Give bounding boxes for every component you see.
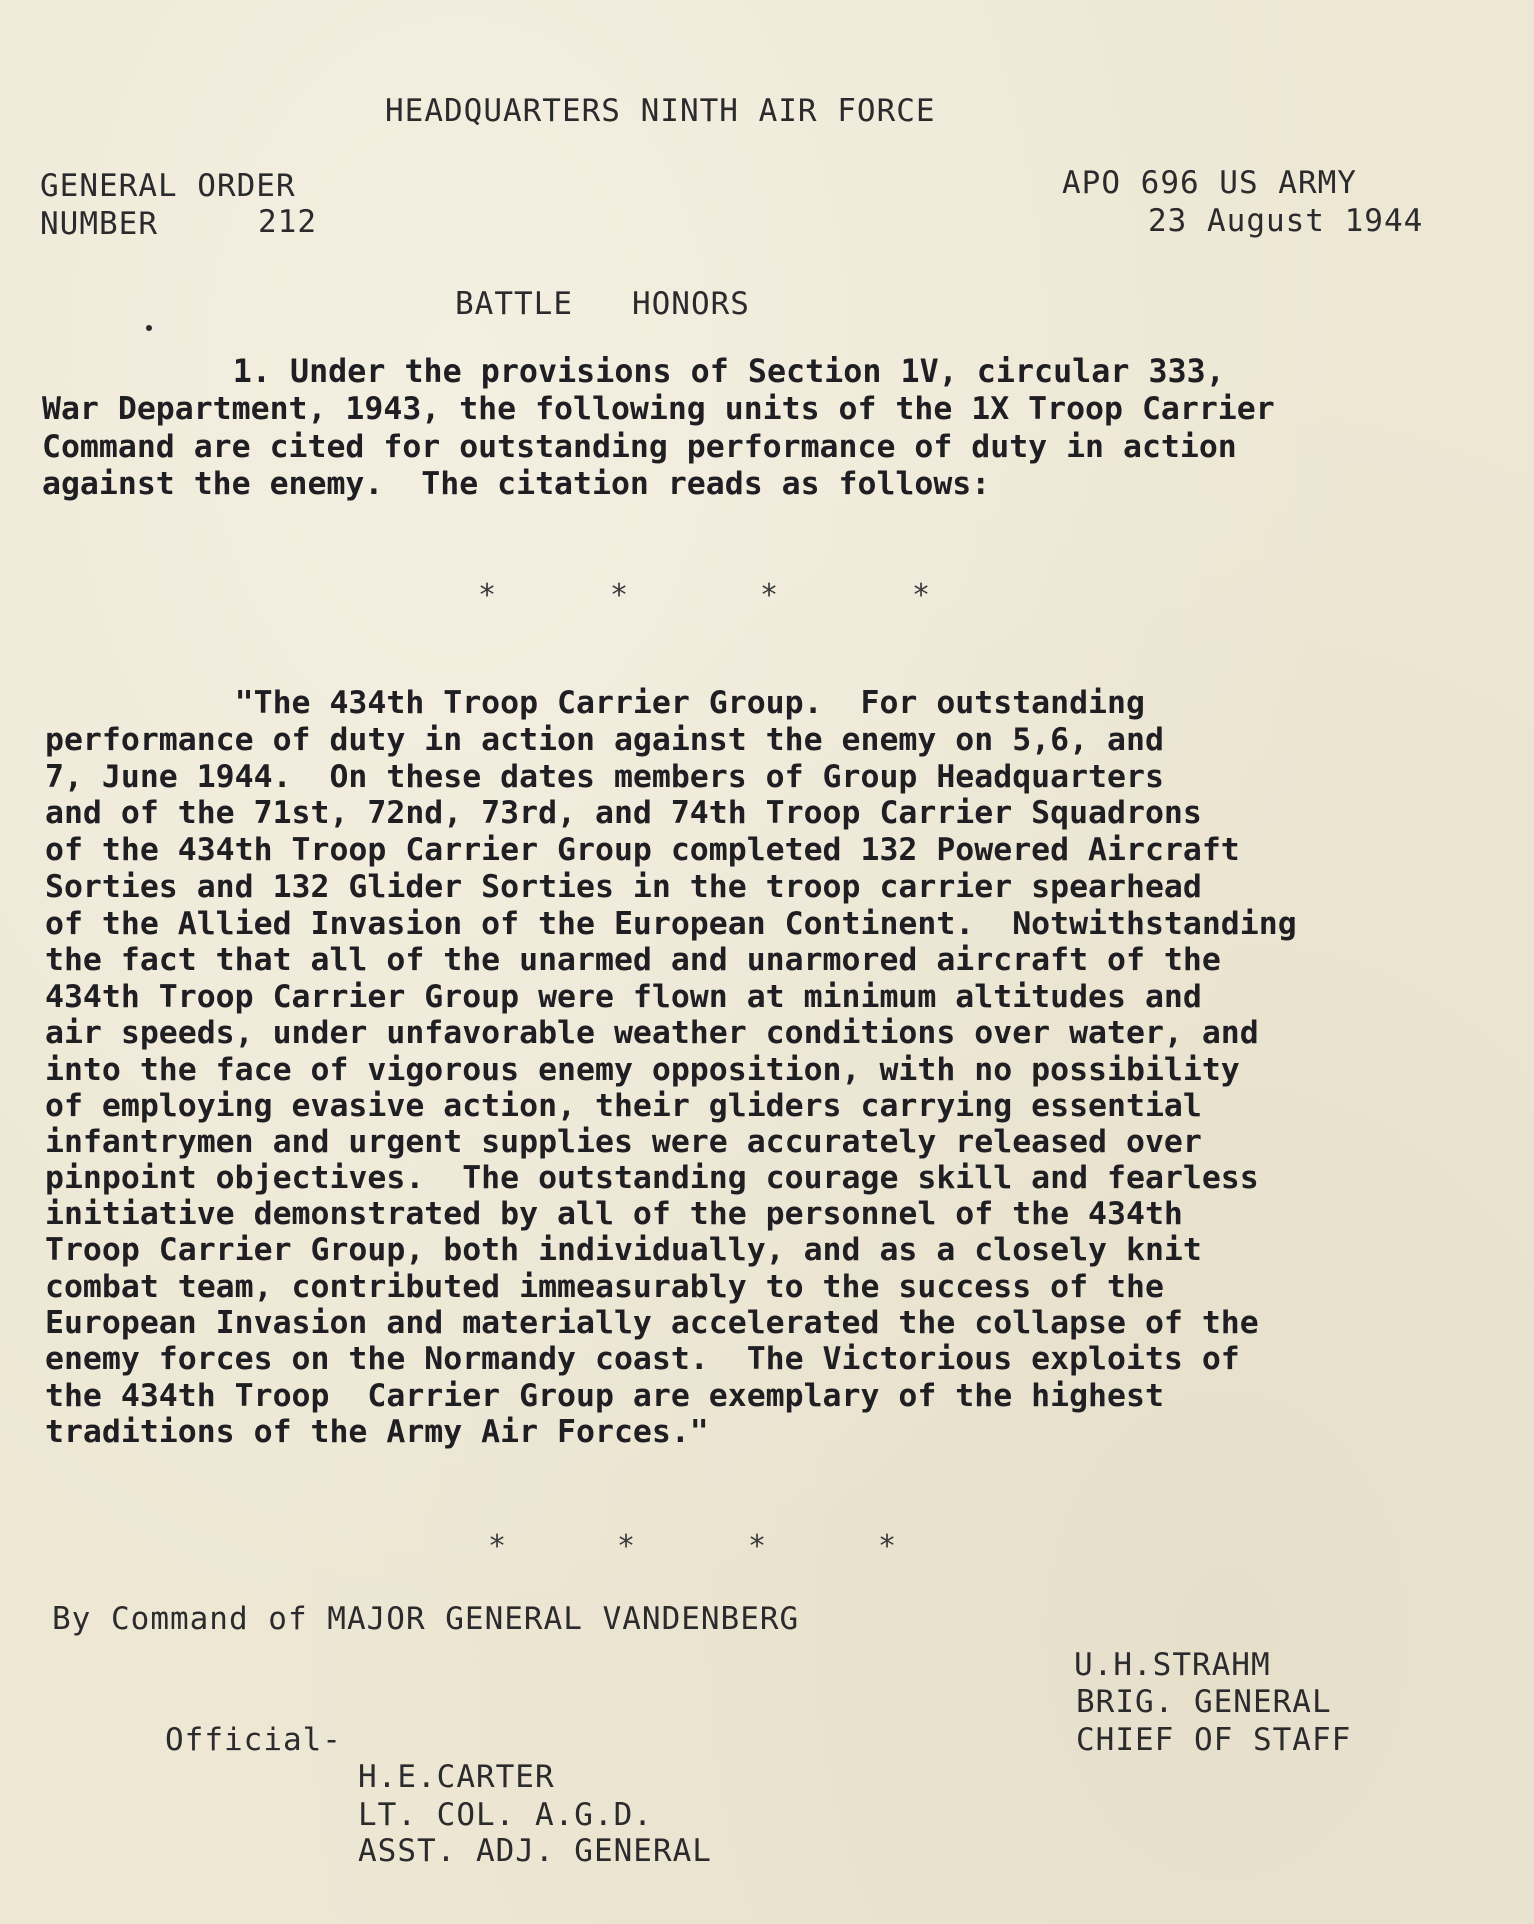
citation-line: 7, June 1944. On these dates members of Group Headquarters bbox=[45, 759, 1164, 795]
separator-star: * bbox=[748, 1529, 767, 1564]
citation-line: the 434th Troop Carrier Group are exemplary of the highest bbox=[45, 1378, 1164, 1414]
official-name: H.E.CARTER bbox=[358, 1759, 555, 1795]
official-rank: LT. COL. A.G.D. bbox=[358, 1797, 653, 1833]
separator-star: * bbox=[878, 1529, 897, 1564]
citation-line: Troop Carrier Group, both individually, and as a closely knit bbox=[45, 1232, 1202, 1268]
citation-line: performance of duty in action against the enemy on 5,6, and bbox=[45, 722, 1164, 758]
citation-line: Sorties and 132 Glider Sorties in the troop carrier spearhead bbox=[45, 869, 1202, 905]
citation-line: into the face of vigorous enemy opposition, with no possibility bbox=[45, 1052, 1240, 1088]
by-command-line: By Command of MAJOR GENERAL VANDENBERG bbox=[52, 1601, 800, 1637]
citation-line: enemy forces on the Normandy coast. The Victorious exploits of bbox=[45, 1341, 1240, 1377]
signer-rank: BRIG. GENERAL bbox=[1076, 1684, 1332, 1720]
intro-line: War Department, 1943, the following units of the 1X Troop Carrier bbox=[42, 391, 1275, 427]
citation-line: "The 434th Troop Carrier Group. For outstanding bbox=[45, 685, 1145, 721]
citation-line: the fact that all of the unarmed and unarmored aircraft of the bbox=[45, 942, 1221, 978]
citation-line: 434th Troop Carrier Group were flown at minimum altitudes and bbox=[45, 979, 1202, 1015]
official-label: Official- bbox=[165, 1722, 342, 1758]
citation-line: air speeds, under unfavorable weather conditions over water, and bbox=[45, 1015, 1259, 1051]
ink-speck bbox=[146, 325, 152, 331]
intro-line: against the enemy. The citation reads as follows: bbox=[42, 466, 991, 502]
order-date: 23 August 1944 bbox=[1148, 203, 1424, 239]
intro-line: 1. Under the provisions of Section 1V, circular 333, bbox=[42, 354, 1225, 390]
intro-line: Command are cited for outstanding performance of duty in action bbox=[42, 429, 1237, 465]
signer-title: CHIEF OF STAFF bbox=[1076, 1722, 1352, 1758]
citation-line: combat team, contributed immeasurably to the success of the bbox=[45, 1269, 1164, 1305]
separator-star: * bbox=[617, 1529, 636, 1564]
separator-star: * bbox=[610, 578, 629, 613]
citation-line: of the Allied Invasion of the European Continent. Notwithstanding bbox=[45, 906, 1297, 942]
order-number-label: NUMBER bbox=[40, 206, 158, 242]
citation-line: European Invasion and materially accelerated the collapse of the bbox=[45, 1305, 1259, 1341]
citation-line: pinpoint objectives. The outstanding courage skill and fearless bbox=[45, 1160, 1259, 1196]
separator-star: * bbox=[912, 578, 931, 613]
separator-star: * bbox=[760, 578, 779, 613]
citation-line: traditions of the Army Air Forces." bbox=[45, 1414, 709, 1450]
order-number: 212 bbox=[258, 204, 317, 240]
official-title: ASST. ADJ. GENERAL bbox=[358, 1833, 712, 1869]
citation-line: of the 434th Troop Carrier Group completed 132 Powered Aircraft bbox=[45, 832, 1240, 868]
subject-heading: BATTLE HONORS bbox=[455, 286, 750, 322]
citation-line: of employing evasive action, their gliders carrying essential bbox=[45, 1088, 1202, 1124]
citation-line: and of the 71st, 72nd, 73rd, and 74th Troop Carrier Squadrons bbox=[45, 795, 1202, 831]
citation-line: infantrymen and urgent supplies were accurately released over bbox=[45, 1124, 1202, 1160]
signer-name: U.H.STRAHM bbox=[1074, 1647, 1271, 1683]
apo-address: APO 696 US ARMY bbox=[1062, 165, 1357, 201]
citation-line: initiative demonstrated by all of the personnel of the 434th bbox=[45, 1196, 1183, 1232]
separator-star: * bbox=[488, 1529, 507, 1564]
headquarters-title: HEADQUARTERS NINTH AIR FORCE bbox=[385, 93, 936, 129]
general-order-label: GENERAL ORDER bbox=[40, 168, 296, 204]
separator-star: * bbox=[478, 578, 497, 613]
